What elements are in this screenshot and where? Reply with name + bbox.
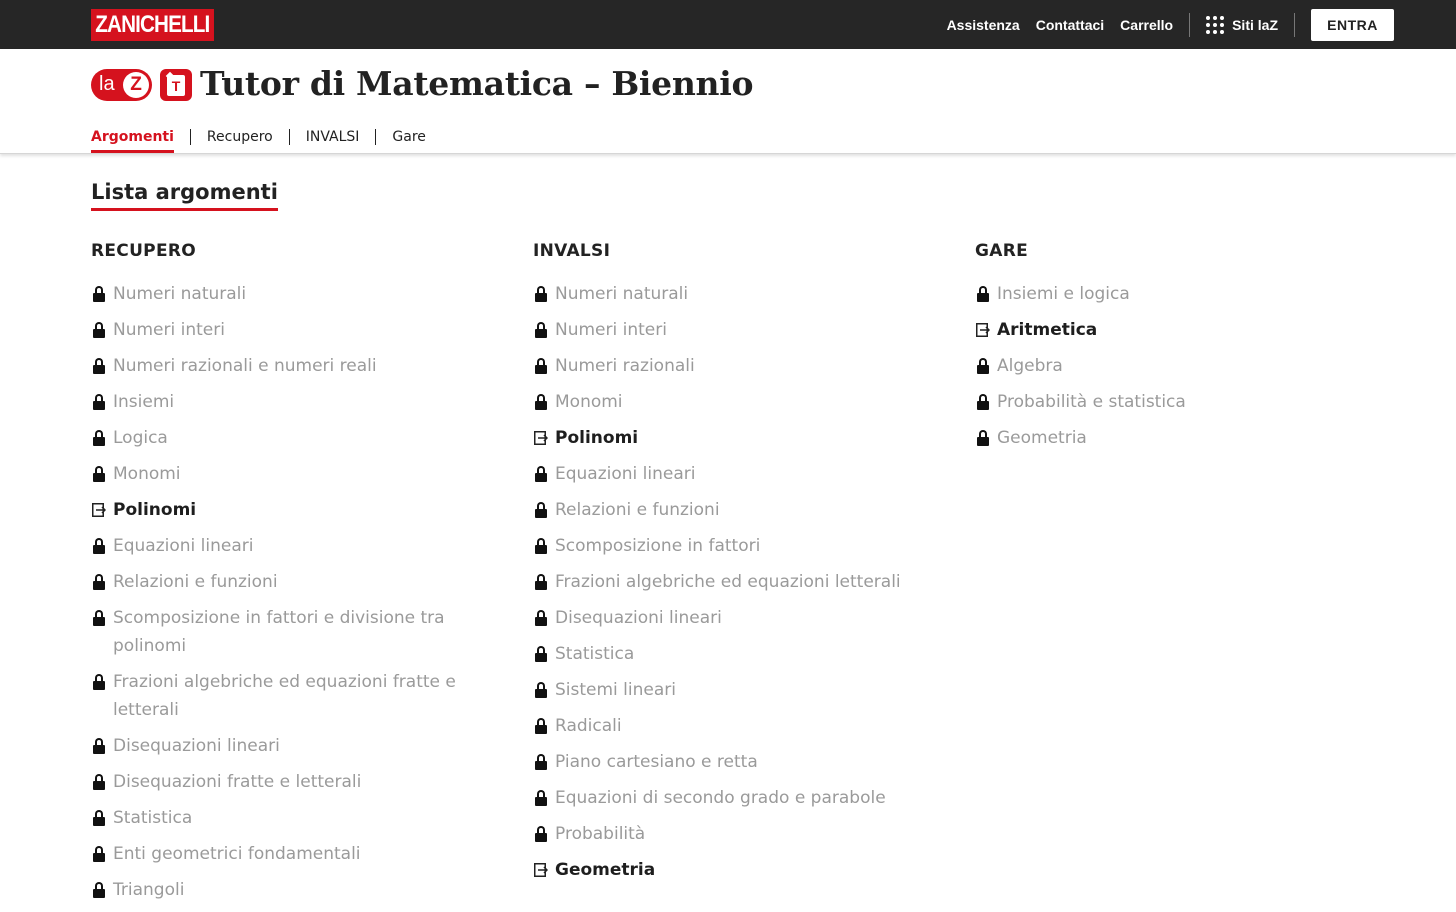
- assistenza-link[interactable]: Assistenza: [946, 16, 1020, 33]
- topic-label: Statistica: [555, 644, 635, 664]
- topic-item: [975, 280, 1375, 308]
- topic-label: Numeri naturali: [555, 284, 689, 304]
- topic-label: Insiemi e logica: [997, 284, 1130, 304]
- contattaci-link[interactable]: Contattaci: [1035, 16, 1105, 33]
- topic-label: Polinomi: [113, 500, 197, 520]
- topic-item: [533, 388, 933, 416]
- enter-icon: [534, 862, 548, 878]
- column-heading: RECUPERO: [91, 241, 196, 261]
- topic-item[interactable]: [533, 856, 933, 884]
- topic-item: [91, 804, 491, 832]
- topic-item: [91, 568, 491, 596]
- lock-icon: [534, 754, 548, 770]
- page-title: Tutor di Matematica – Biennio: [200, 64, 754, 103]
- lock-icon: [92, 774, 106, 790]
- carrello-link[interactable]: Carrello: [1120, 16, 1174, 33]
- tab-invalsi[interactable]: INVALSI: [305, 129, 360, 145]
- topic-item: [91, 840, 491, 868]
- gare-column: [975, 240, 1375, 460]
- topic-item: [533, 712, 933, 740]
- topic-label: Relazioni e funzioni: [113, 572, 278, 592]
- lock-icon: [534, 322, 548, 338]
- topic-label: Frazioni algebriche ed equazioni letterali: [555, 572, 901, 592]
- lock-icon: [92, 610, 106, 626]
- topic-label: Numeri razionali: [555, 356, 695, 376]
- lock-icon: [976, 286, 990, 302]
- laz-logo-la: la: [99, 73, 115, 95]
- lock-icon: [534, 718, 548, 734]
- zanichelli-logo[interactable]: ZANICHELLI: [91, 9, 214, 41]
- tutor-icon-letter: T: [167, 75, 185, 96]
- topic-item: [91, 604, 491, 660]
- lock-icon: [534, 682, 548, 698]
- topic-item: [91, 424, 491, 452]
- topic-item: [533, 460, 933, 488]
- topic-label: Triangoli: [113, 880, 185, 900]
- enter-icon: [92, 502, 106, 518]
- topic-label: Insiemi: [113, 392, 175, 412]
- lock-icon: [976, 394, 990, 410]
- lock-icon: [92, 846, 106, 862]
- invalsi-column: [533, 240, 933, 892]
- tab-argomenti[interactable]: Argomenti: [91, 129, 174, 145]
- topic-item: [91, 876, 491, 904]
- tutor-icon: [160, 69, 192, 101]
- enter-icon: [534, 430, 548, 446]
- topic-label: Monomi: [555, 392, 623, 412]
- siti-laz-label: Siti laZ: [1232, 16, 1278, 33]
- lock-icon: [92, 574, 106, 590]
- topic-label: Frazioni algebriche ed equazioni fratte e letterali: [113, 672, 456, 720]
- topic-item: [91, 316, 491, 344]
- lock-icon: [534, 358, 548, 374]
- topic-item[interactable]: [975, 316, 1375, 344]
- topic-label: Polinomi: [555, 428, 639, 448]
- lock-icon: [534, 394, 548, 410]
- topic-label: Disequazioni fratte e letterali: [113, 772, 362, 792]
- topic-label: Aritmetica: [997, 320, 1098, 340]
- topic-label: Piano cartesiano e retta: [555, 752, 758, 772]
- topic-label: Radicali: [555, 716, 622, 736]
- lock-icon: [92, 430, 106, 446]
- laz-logo[interactable]: [91, 69, 152, 101]
- lock-icon: [92, 738, 106, 754]
- top-nav: [931, 0, 1394, 49]
- topic-item: [533, 604, 933, 632]
- topic-item: [91, 532, 491, 560]
- topic-label: Geometria: [997, 428, 1087, 448]
- topic-label: Numeri naturali: [113, 284, 247, 304]
- topic-item: [975, 388, 1375, 416]
- topic-label: Enti geometrici fondamentali: [113, 844, 361, 864]
- lock-icon: [92, 394, 106, 410]
- topic-item: [533, 280, 933, 308]
- topic-item: [91, 388, 491, 416]
- topic-item: [533, 568, 933, 596]
- lock-icon: [534, 538, 548, 554]
- siti-laz-menu[interactable]: [1206, 16, 1278, 34]
- page-header: [0, 49, 1456, 154]
- topic-item: [533, 496, 933, 524]
- column-heading: INVALSI: [533, 241, 611, 261]
- topic-label: Equazioni lineari: [113, 536, 254, 556]
- login-button[interactable]: ENTRA: [1311, 9, 1394, 41]
- lock-icon: [976, 430, 990, 446]
- topic-item[interactable]: [533, 424, 933, 452]
- topic-label: Probabilità e statistica: [997, 392, 1186, 412]
- lock-icon: [534, 610, 548, 626]
- lock-icon: [92, 286, 106, 302]
- topic-label: Geometria: [555, 860, 656, 880]
- topic-label: Disequazioni lineari: [113, 736, 280, 756]
- lock-icon: [92, 466, 106, 482]
- lock-icon: [534, 502, 548, 518]
- topic-label: Equazioni di secondo grado e parabole: [555, 788, 886, 808]
- divider: [1189, 13, 1190, 37]
- lock-icon: [92, 810, 106, 826]
- lock-icon: [92, 322, 106, 338]
- lock-icon: [92, 882, 106, 898]
- laz-logo-z: Z: [123, 72, 149, 98]
- topic-item: [91, 352, 491, 380]
- topic-label: Relazioni e funzioni: [555, 500, 720, 520]
- enter-icon: [976, 322, 990, 338]
- topic-item: [533, 316, 933, 344]
- topic-label: Numeri razionali e numeri reali: [113, 356, 377, 376]
- topic-label: Disequazioni lineari: [555, 608, 722, 628]
- topic-item: [533, 784, 933, 812]
- topic-label: Probabilità: [555, 824, 646, 844]
- lock-icon: [92, 358, 106, 374]
- lock-icon: [976, 358, 990, 374]
- recupero-column: [91, 240, 491, 912]
- lock-icon: [534, 790, 548, 806]
- topic-item: [91, 732, 491, 760]
- topic-label: Numeri interi: [555, 320, 667, 340]
- lock-icon: [92, 674, 106, 690]
- lock-icon: [534, 646, 548, 662]
- topic-label: Equazioni lineari: [555, 464, 696, 484]
- divider: [1294, 13, 1295, 37]
- topic-item: [91, 768, 491, 796]
- topic-item[interactable]: [91, 496, 491, 524]
- section-tabs: [91, 125, 426, 149]
- lock-icon: [534, 574, 548, 590]
- topic-label: Algebra: [997, 356, 1063, 376]
- lock-icon: [534, 826, 548, 842]
- topic-item: [975, 424, 1375, 452]
- topic-label: Scomposizione in fattori: [555, 536, 761, 556]
- topic-label: Scomposizione in fattori e divisione tra polinomi: [113, 608, 445, 656]
- lock-icon: [92, 538, 106, 554]
- topic-item: [533, 820, 933, 848]
- topic-label: Statistica: [113, 808, 193, 828]
- column-heading: GARE: [975, 241, 1029, 261]
- topic-item: [533, 748, 933, 776]
- top-bar: [0, 0, 1456, 49]
- topic-item: [533, 676, 933, 704]
- topic-label: Sistemi lineari: [555, 680, 676, 700]
- topic-item: [91, 460, 491, 488]
- topic-item: [533, 640, 933, 668]
- topic-label: Monomi: [113, 464, 181, 484]
- tab-gare[interactable]: Gare: [392, 129, 426, 145]
- topic-item: [975, 352, 1375, 380]
- apps-grid-icon: [1206, 16, 1224, 34]
- topic-label: Logica: [113, 428, 168, 448]
- lock-icon: [534, 466, 548, 482]
- topic-item: [533, 352, 933, 380]
- section-title: Lista argomenti: [91, 180, 278, 211]
- lock-icon: [534, 286, 548, 302]
- topic-item: [91, 280, 491, 308]
- topic-label: Numeri interi: [113, 320, 225, 340]
- tab-recupero[interactable]: Recupero: [206, 129, 273, 145]
- topic-item: [91, 668, 491, 724]
- topic-item: [533, 532, 933, 560]
